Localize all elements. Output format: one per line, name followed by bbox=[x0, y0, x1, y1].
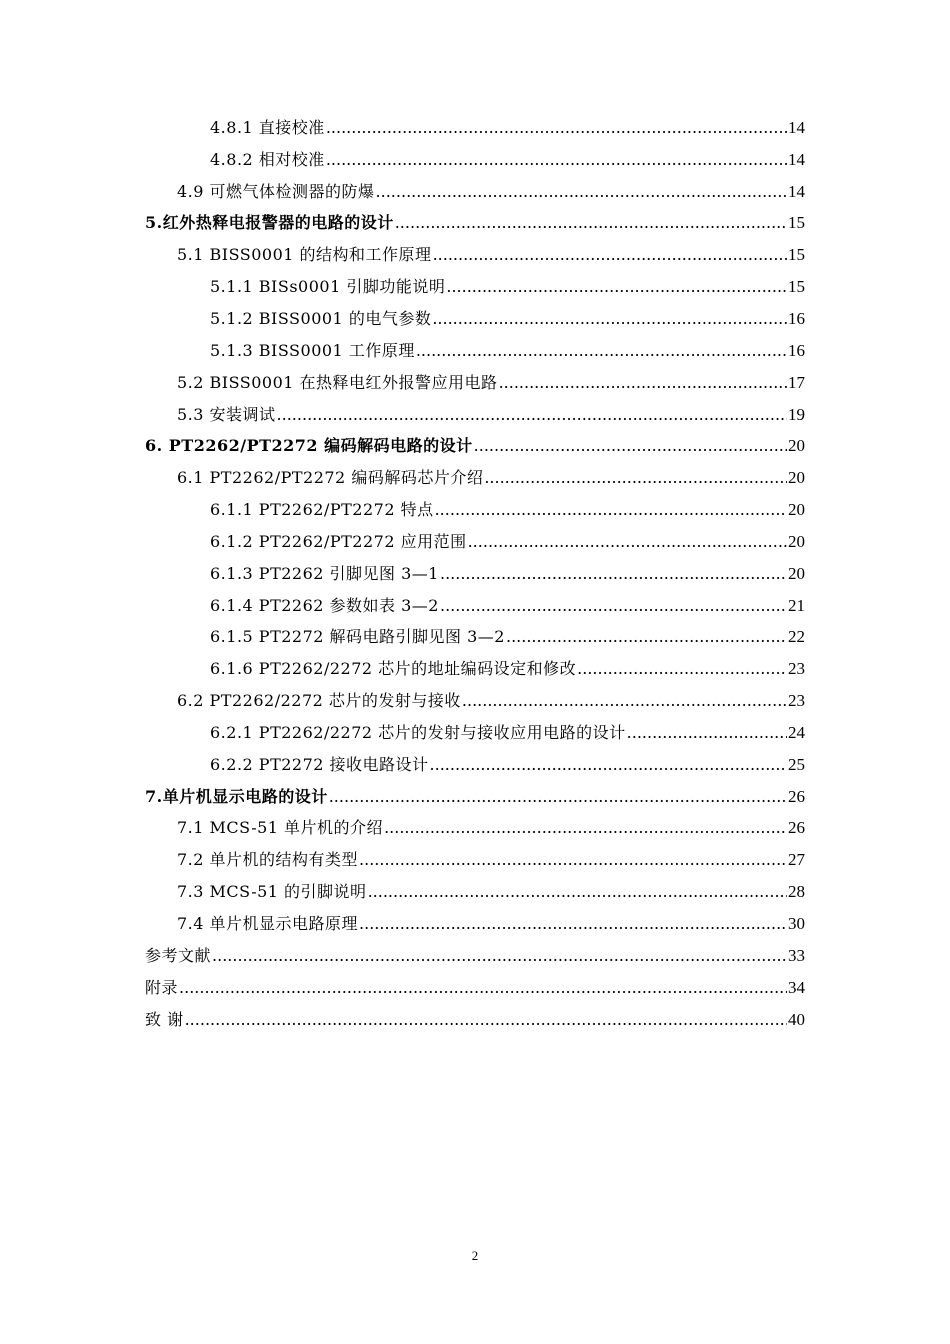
toc-dot-leader bbox=[577, 659, 787, 679]
toc-entry[interactable] bbox=[210, 717, 805, 749]
toc-entry[interactable] bbox=[210, 590, 805, 622]
toc-entry[interactable] bbox=[177, 399, 805, 431]
toc-dot-leader bbox=[440, 596, 787, 616]
toc-dot-leader bbox=[440, 564, 787, 584]
toc-entry[interactable] bbox=[210, 271, 805, 303]
toc-entry-title: 致 谢 bbox=[145, 1009, 184, 1029]
toc-entry[interactable] bbox=[177, 908, 805, 940]
toc-entry-page: 20 bbox=[788, 500, 805, 520]
toc-dot-leader bbox=[185, 1010, 787, 1030]
toc-dot-leader bbox=[326, 150, 787, 170]
toc-entry-page: 14 bbox=[788, 181, 805, 201]
toc-entry-page: 21 bbox=[788, 595, 805, 615]
toc-entry[interactable] bbox=[177, 813, 805, 845]
toc-dot-leader bbox=[446, 277, 787, 297]
toc-entry-title: 6. PT2262/PT2272 编码解码电路的设计 bbox=[145, 436, 473, 456]
toc-dot-leader bbox=[432, 309, 787, 329]
toc-dot-leader bbox=[430, 755, 787, 775]
page-number: 2 bbox=[471, 1248, 479, 1263]
toc-dot-leader bbox=[326, 118, 787, 138]
toc-entry[interactable] bbox=[210, 112, 805, 144]
toc-entry-title: 4.8.1 直接校准 bbox=[210, 117, 325, 137]
toc-dot-leader bbox=[179, 978, 787, 998]
toc-entry-title: 7.2 单片机的结构有类型 bbox=[177, 850, 359, 870]
toc-entry[interactable] bbox=[210, 494, 805, 526]
toc-entry-page: 40 bbox=[788, 1009, 805, 1029]
toc-entry-title: 7.1 MCS-51 单片机的介绍 bbox=[177, 818, 384, 838]
toc-entry[interactable] bbox=[210, 144, 805, 176]
toc-entry[interactable] bbox=[210, 653, 805, 685]
toc-entry[interactable] bbox=[210, 558, 805, 590]
toc-entry-title: 6.1.6 PT2262/2272 芯片的地址编码设定和修改 bbox=[210, 659, 577, 679]
toc-entry-page: 15 bbox=[788, 213, 805, 233]
toc-entry[interactable] bbox=[145, 430, 805, 462]
toc-dot-leader bbox=[484, 468, 787, 488]
toc-entry-title: 6.2 PT2262/2272 芯片的发射与接收 bbox=[177, 691, 461, 711]
toc-entry-title: 5.3 安装调试 bbox=[177, 404, 276, 424]
toc-entry[interactable] bbox=[210, 303, 805, 335]
toc-entry-page: 33 bbox=[788, 945, 805, 965]
toc-entry[interactable] bbox=[145, 208, 805, 240]
toc-entry[interactable] bbox=[145, 781, 805, 813]
toc-dot-leader bbox=[462, 691, 787, 711]
toc-entry-page: 20 bbox=[788, 468, 805, 488]
toc-entry-page: 17 bbox=[788, 372, 805, 392]
toc-entry-page: 20 bbox=[788, 436, 805, 456]
toc-entry-title: 5.1.1 BISs0001 引脚功能说明 bbox=[210, 277, 446, 297]
toc-entry-page: 14 bbox=[788, 117, 805, 137]
table-of-contents bbox=[0, 112, 950, 1035]
toc-entry-page: 15 bbox=[788, 245, 805, 265]
toc-entry-title: 附录 bbox=[145, 977, 179, 997]
toc-entry[interactable] bbox=[177, 367, 805, 399]
toc-entry-title: 6.2.1 PT2262/2272 芯片的发射与接收应用电路的设计 bbox=[210, 722, 626, 742]
toc-entry-page: 23 bbox=[788, 691, 805, 711]
toc-dot-leader bbox=[368, 882, 787, 902]
toc-entry-title: 6.1.3 PT2262 引脚见图 3—1 bbox=[210, 563, 439, 583]
toc-entry[interactable] bbox=[177, 876, 805, 908]
toc-entry-title: 6.1.1 PT2262/PT2272 特点 bbox=[210, 500, 434, 520]
toc-entry-page: 30 bbox=[788, 914, 805, 934]
toc-entry[interactable] bbox=[177, 176, 805, 208]
toc-entry-page: 16 bbox=[788, 340, 805, 360]
toc-entry-title: 5.红外热释电报警器的电路的设计 bbox=[145, 213, 394, 233]
toc-dot-leader bbox=[499, 373, 787, 393]
toc-entry-title: 6.1.4 PT2262 参数如表 3—2 bbox=[210, 595, 439, 615]
toc-entry[interactable] bbox=[210, 749, 805, 781]
toc-entry-title: 6.2.2 PT2272 接收电路设计 bbox=[210, 754, 429, 774]
toc-dot-leader bbox=[474, 436, 787, 456]
toc-entry[interactable] bbox=[210, 526, 805, 558]
toc-entry[interactable] bbox=[177, 844, 805, 876]
toc-entry[interactable] bbox=[145, 972, 805, 1004]
toc-dot-leader bbox=[416, 341, 787, 361]
toc-dot-leader bbox=[376, 182, 787, 202]
toc-dot-leader bbox=[468, 532, 787, 552]
toc-dot-leader bbox=[395, 213, 787, 233]
toc-entry-page: 16 bbox=[788, 308, 805, 328]
toc-entry-title: 7.3 MCS-51 的引脚说明 bbox=[177, 882, 367, 902]
toc-entry[interactable] bbox=[210, 622, 805, 654]
toc-entry-page: 26 bbox=[788, 818, 805, 838]
toc-entry-page: 14 bbox=[788, 149, 805, 169]
toc-entry-page: 15 bbox=[788, 277, 805, 297]
toc-entry[interactable] bbox=[177, 239, 805, 271]
toc-dot-leader bbox=[433, 245, 787, 265]
toc-dot-leader bbox=[359, 914, 787, 934]
toc-dot-leader bbox=[435, 500, 787, 520]
toc-entry-title: 4.9 可燃气体检测器的防爆 bbox=[177, 181, 375, 201]
toc-dot-leader bbox=[329, 787, 787, 807]
toc-entry-page: 24 bbox=[788, 722, 805, 742]
toc-entry-page: 25 bbox=[788, 754, 805, 774]
toc-entry-page: 27 bbox=[788, 850, 805, 870]
toc-entry-title: 5.2 BISS0001 在热释电红外报警应用电路 bbox=[177, 372, 498, 392]
toc-dot-leader bbox=[627, 723, 787, 743]
toc-entry-page: 26 bbox=[788, 786, 805, 806]
toc-entry-title: 6.1.5 PT2272 解码电路引脚见图 3—2 bbox=[210, 627, 505, 647]
toc-dot-leader bbox=[384, 818, 787, 838]
toc-dot-leader bbox=[212, 946, 787, 966]
toc-entry-title: 5.1.2 BISS0001 的电气参数 bbox=[210, 308, 432, 328]
toc-entry[interactable] bbox=[177, 462, 805, 494]
toc-entry-title: 7.4 单片机显示电路原理 bbox=[177, 914, 359, 934]
toc-entry-title: 5.1 BISS0001 的结构和工作原理 bbox=[177, 245, 432, 265]
toc-entry-title: 4.8.2 相对校准 bbox=[210, 149, 325, 169]
toc-entry-page: 23 bbox=[788, 659, 805, 679]
toc-dot-leader bbox=[359, 850, 787, 870]
toc-entry-page: 34 bbox=[788, 977, 805, 997]
toc-entry[interactable] bbox=[177, 685, 805, 717]
toc-entry-title: 5.1.3 BISS0001 工作原理 bbox=[210, 340, 415, 360]
toc-entry-page: 20 bbox=[788, 563, 805, 583]
toc-entry-page: 20 bbox=[788, 531, 805, 551]
toc-entry-title: 6.1.2 PT2262/PT2272 应用范围 bbox=[210, 531, 467, 551]
toc-entry[interactable] bbox=[145, 940, 805, 972]
toc-entry-title: 参考文献 bbox=[145, 945, 212, 965]
toc-entry[interactable] bbox=[210, 335, 805, 367]
toc-dot-leader bbox=[506, 627, 787, 647]
toc-entry-title: 6.1 PT2262/PT2272 编码解码芯片介绍 bbox=[177, 468, 484, 488]
toc-entry-page: 19 bbox=[788, 404, 805, 424]
toc-entry-title: 7.单片机显示电路的设计 bbox=[145, 786, 328, 806]
toc-entry-page: 22 bbox=[788, 627, 805, 647]
toc-entry[interactable] bbox=[145, 1004, 805, 1036]
toc-entry-page: 28 bbox=[788, 882, 805, 902]
toc-dot-leader bbox=[277, 405, 787, 425]
